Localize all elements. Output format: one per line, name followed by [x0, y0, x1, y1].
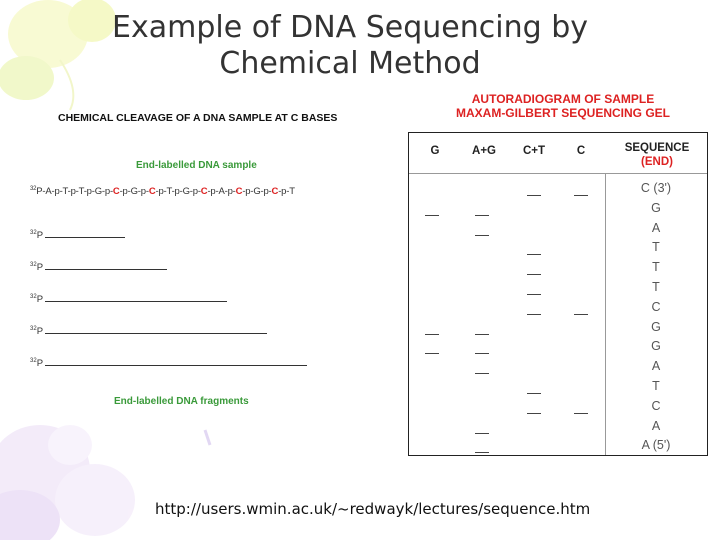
sequence-segment: -p-T — [278, 186, 295, 198]
fragment-line — [45, 230, 125, 238]
sequence-letter: A — [651, 359, 661, 374]
dna-fragment: $^{32}$P — [30, 262, 167, 273]
sequence-segment: -p-G-p- — [242, 186, 272, 198]
gel-band — [475, 215, 489, 216]
slide-title-line-2: Chemical Method — [219, 46, 481, 81]
autoradiogram-title-line-2: MAXAM-GILBERT SEQUENCING GEL — [455, 106, 670, 120]
gel-band — [527, 254, 541, 255]
fragment-line — [45, 262, 167, 270]
autoradiogram-title — [418, 92, 708, 120]
gel-band — [527, 413, 541, 414]
cleavage-panel — [30, 108, 375, 418]
fragment-line — [45, 358, 307, 366]
gel-band — [527, 393, 541, 394]
dna-fragment: $^{32}$P — [30, 326, 267, 337]
dna-sample-sequence — [30, 186, 295, 197]
lane-header-a-g: A+G — [472, 145, 496, 157]
sequence-letter: C (3') — [640, 181, 672, 195]
fragment-line — [45, 326, 267, 334]
lane-header-c: C — [576, 145, 586, 157]
source-url: http://users.wmin.ac.uk/~redwayk/lectures/sequence.htm — [155, 500, 591, 518]
sequence-segment: -p-A-p- — [207, 186, 236, 198]
gel-band — [527, 274, 541, 275]
sequence-letter: A (5') — [641, 438, 671, 453]
lane-header-c-t: C+T — [522, 145, 546, 157]
gel-band — [475, 334, 489, 335]
sequence-segment: -p-T-p-G-p- — [155, 186, 201, 198]
gel-band — [574, 413, 588, 414]
sequence-letter: T — [652, 260, 660, 275]
gel-band — [574, 314, 588, 315]
slide-title — [40, 10, 660, 82]
sequence-letter: A — [651, 418, 661, 433]
lane-header-g: G — [430, 145, 440, 157]
sequence-letter: C — [651, 398, 661, 413]
autoradiogram-panel — [408, 88, 708, 458]
gel-band — [527, 314, 541, 315]
sequence-letter: T — [652, 280, 660, 294]
gel-band — [527, 294, 541, 295]
fragments-label: End-labelled DNA fragments — [114, 396, 249, 407]
header-divider — [409, 173, 707, 174]
cleavage-site-c: C — [235, 186, 243, 198]
sequence-letter: G — [651, 319, 661, 334]
sequence-bases — [42, 186, 294, 197]
sequence-letter: T — [652, 379, 660, 393]
sequence-header-end-label: (END) — [641, 156, 673, 168]
sequence-letter: C — [651, 299, 661, 314]
cleavage-site-c: C — [148, 186, 156, 198]
gel-band — [425, 353, 439, 354]
sequence-letter: A — [651, 220, 661, 235]
gel-band — [475, 433, 489, 434]
gel-band — [475, 353, 489, 354]
cleavage-site-c: C — [200, 186, 208, 198]
dna-fragment: $^{32}$P — [30, 230, 125, 241]
gel-band — [475, 452, 489, 453]
fragment-line — [45, 294, 227, 302]
gel-band — [475, 235, 489, 236]
autoradiogram-title-line-1: AUTORADIOGRAM OF SAMPLE — [471, 92, 655, 106]
sequence-segment: -p-G-p- — [119, 186, 149, 198]
gel-band — [475, 373, 489, 374]
gel-band — [527, 195, 541, 196]
phosphorus-label: P — [36, 186, 43, 198]
sequencing-gel — [408, 132, 708, 456]
sequence-letter: T — [652, 240, 660, 255]
cleavage-site-c: C — [271, 186, 279, 198]
gel-band — [425, 334, 439, 335]
sequence-letter: G — [651, 339, 661, 354]
gel-band — [574, 195, 588, 196]
gel-band — [425, 215, 439, 216]
cleavage-site-c: C — [112, 186, 120, 198]
sequence-segment: -A-p-T-p-T-p-G-p- — [42, 186, 113, 198]
sequence-header-line-1: SEQUENCE — [624, 142, 690, 154]
sample-label: End-labelled DNA sample — [136, 160, 257, 171]
sequence-column-divider — [605, 173, 606, 455]
flower-decoration-bottom — [0, 425, 210, 540]
sequence-letter: G — [651, 200, 661, 215]
dna-fragment: $^{32}$P — [30, 294, 227, 305]
isotope-label: 32 — [30, 186, 37, 192]
sequence-header — [607, 141, 707, 169]
cleavage-heading: CHEMICAL CLEAVAGE OF A DNA SAMPLE AT C BASES — [58, 112, 338, 124]
dna-fragment: $^{32}$P — [30, 358, 307, 369]
slide-title-line-1: Example of DNA Sequencing by — [112, 10, 588, 45]
